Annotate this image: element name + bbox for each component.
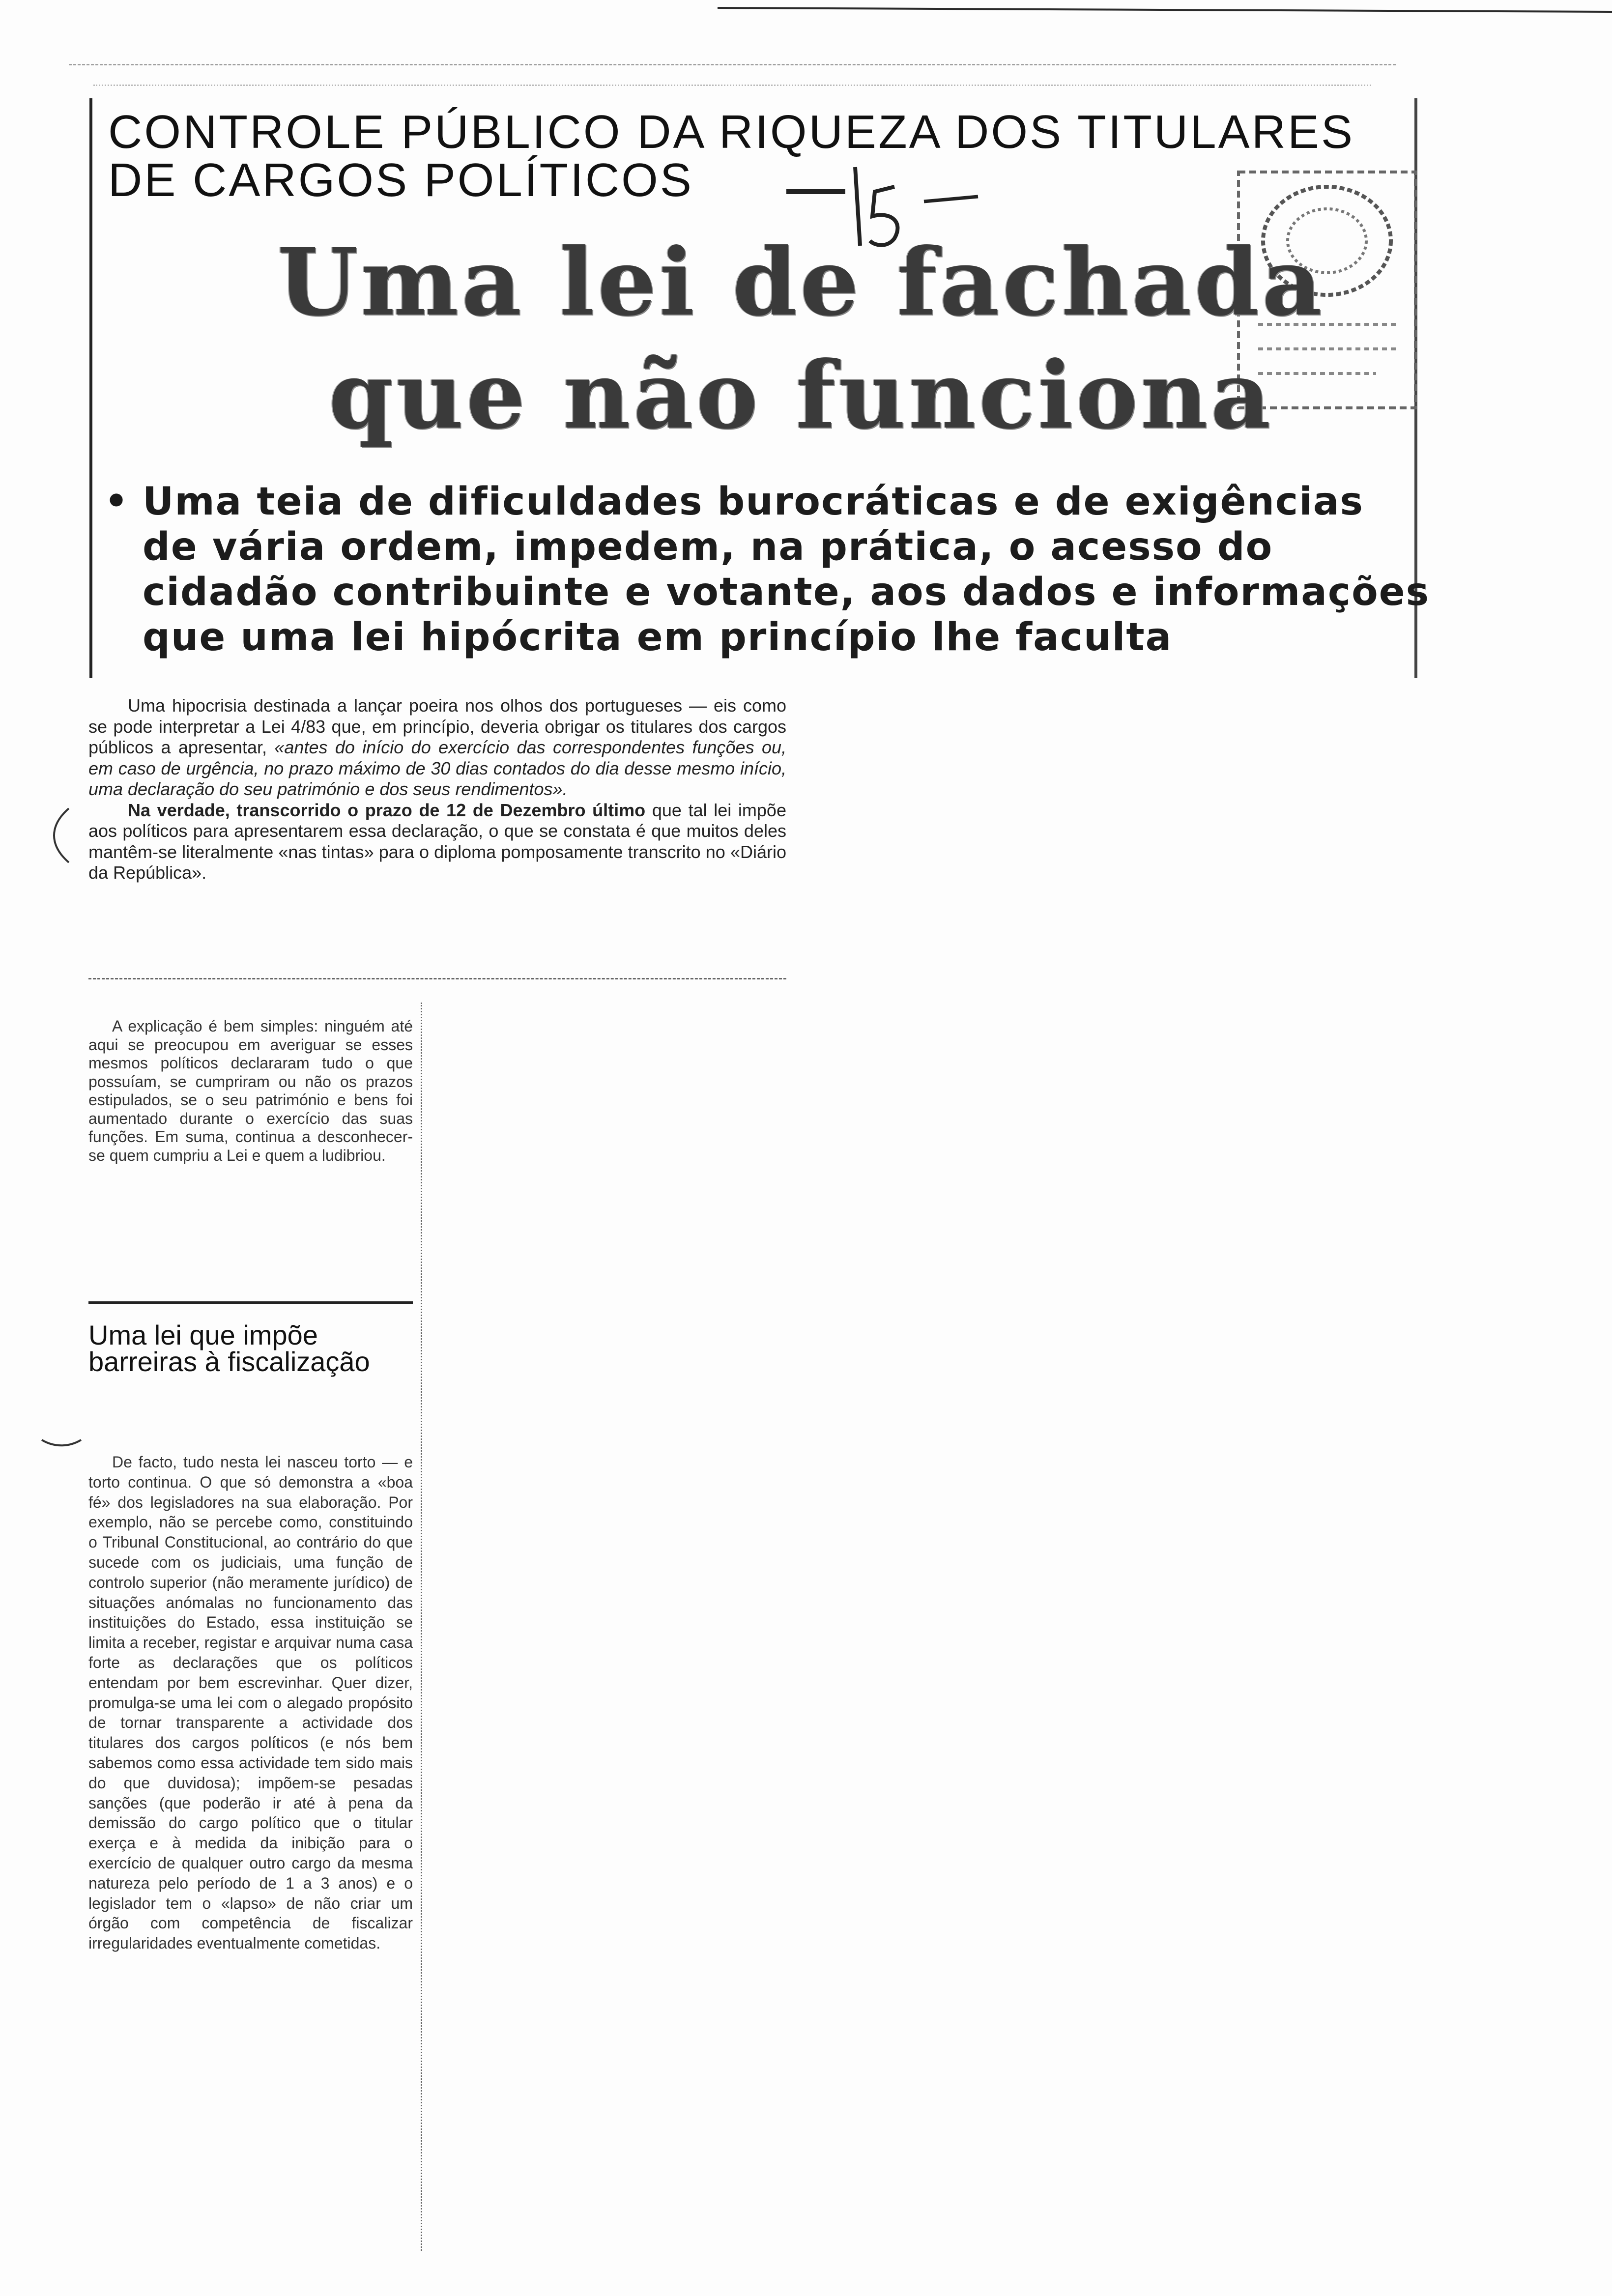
deck-bullet: •: [103, 476, 130, 527]
headline-line: Uma lei de fachada: [277, 228, 1325, 337]
section-subhead: Uma lei que impõe barreiras à fiscalização: [88, 1320, 370, 1377]
article-kicker: [108, 108, 1410, 204]
kicker-line: CONTROLE PÚBLICO DA RIQUEZA DOS TITULARES: [108, 106, 1355, 158]
headline-line: que não funciona: [328, 341, 1274, 450]
lead-quote: «antes do início do exercício das correspondentes funções ou, em caso de urgência, no prazo máximo de 30 dias contados do dia desse mesmo início, uma declaração do seu património e dos seus rendimentos».: [88, 737, 786, 799]
lead-text: que tal lei impõe aos políticos para apresentarem essa declaração, o que se constata é que muitos deles mantêm-se literalmente «nas tintas» para o diploma pomposamente transcrito no «Diário da República».: [88, 800, 786, 883]
scan-noise-line: [69, 64, 1396, 72]
kicker-line: DE CARGOS POLÍTICOS: [108, 154, 693, 206]
margin-bracket-mark: [44, 806, 74, 865]
body-column: [88, 1017, 413, 1165]
scan-noise-line: [93, 85, 1371, 91]
subhead-rule: [88, 1301, 413, 1304]
lead-paragraph: [88, 800, 786, 884]
column-edge: [421, 1003, 424, 2251]
article-deck: [103, 476, 1430, 660]
lead-text: Na verdade, transcorrido o prazo de 12 de Dezembro último: [128, 800, 646, 820]
body-column: [88, 1452, 413, 1953]
lead-bottom-rule: [88, 978, 786, 979]
article-headline: [236, 226, 1366, 452]
scan-edge-line: [718, 7, 1612, 13]
margin-bracket-mark: [39, 1425, 84, 1455]
deck-text: Uma teia de dificuldades burocráticas e de exigências de vária ordem, impedem, na prática, o acesso do cidadão contribuinte e votante, aos dados e informações que uma lei hipócrita em princípio lhe faculta: [143, 480, 1430, 660]
body-paragraph: A explicação é bem simples: ninguém até aqui se preocupou em averiguar se esses mesmos políticos declararam tudo o que possuíam, se cumpriram ou não os prazos estipulados, se o seu património e bens foi aumentado durante o exercício das suas funções. Em suma, continua a desconhecer-se quem cumpriu a Lei e quem a ludibriou.: [88, 1017, 413, 1164]
lead-text: Uma hipocrisia destinada a lançar poeira nos olhos dos portugueses — eis como se pode interpretar a Lei 4/83 que, em princípio, deveria obrigar os titulares dos cargos públicos a apresentar,: [88, 695, 786, 757]
body-paragraph: De facto, tudo nesta lei nasceu torto — e torto continua. O que só demonstra a «boa fé» dos legisladores na sua elaboração. Por exemplo, não se percebe como, constituindo o Tribunal Constitucional, ao contrário do que sucede com os judiciais, uma função de controlo superior (não meramente jurídico) de situações anómalas no funcionamento das instituições do Estado, essa instituição se limita a receber, registar e arquivar numa casa forte as declarações que os políticos entendam por bem escrevinhar. Quer dizer, promulga-se uma lei com o alegado propósito de tornar transparente a actividade dos titulares dos cargos políticos (e nós bem sabemos como essa actividade tem sido mais do que duvidosa); impõem-se pesadas sanções (que poderão ir até à pena da demissão do cargo político que o titular exerça e à medida da inibição para o exercício de qualquer outro cargo da mesma natureza pelo período de 1 a 3 anos) e o legislador tem o «lapso» de não criar um órgão com competência de fiscalizar irregularidades eventualmente cometidas.: [88, 1453, 413, 1952]
lead-paragraph: [88, 695, 786, 800]
lead-paragraphs: [88, 695, 786, 884]
